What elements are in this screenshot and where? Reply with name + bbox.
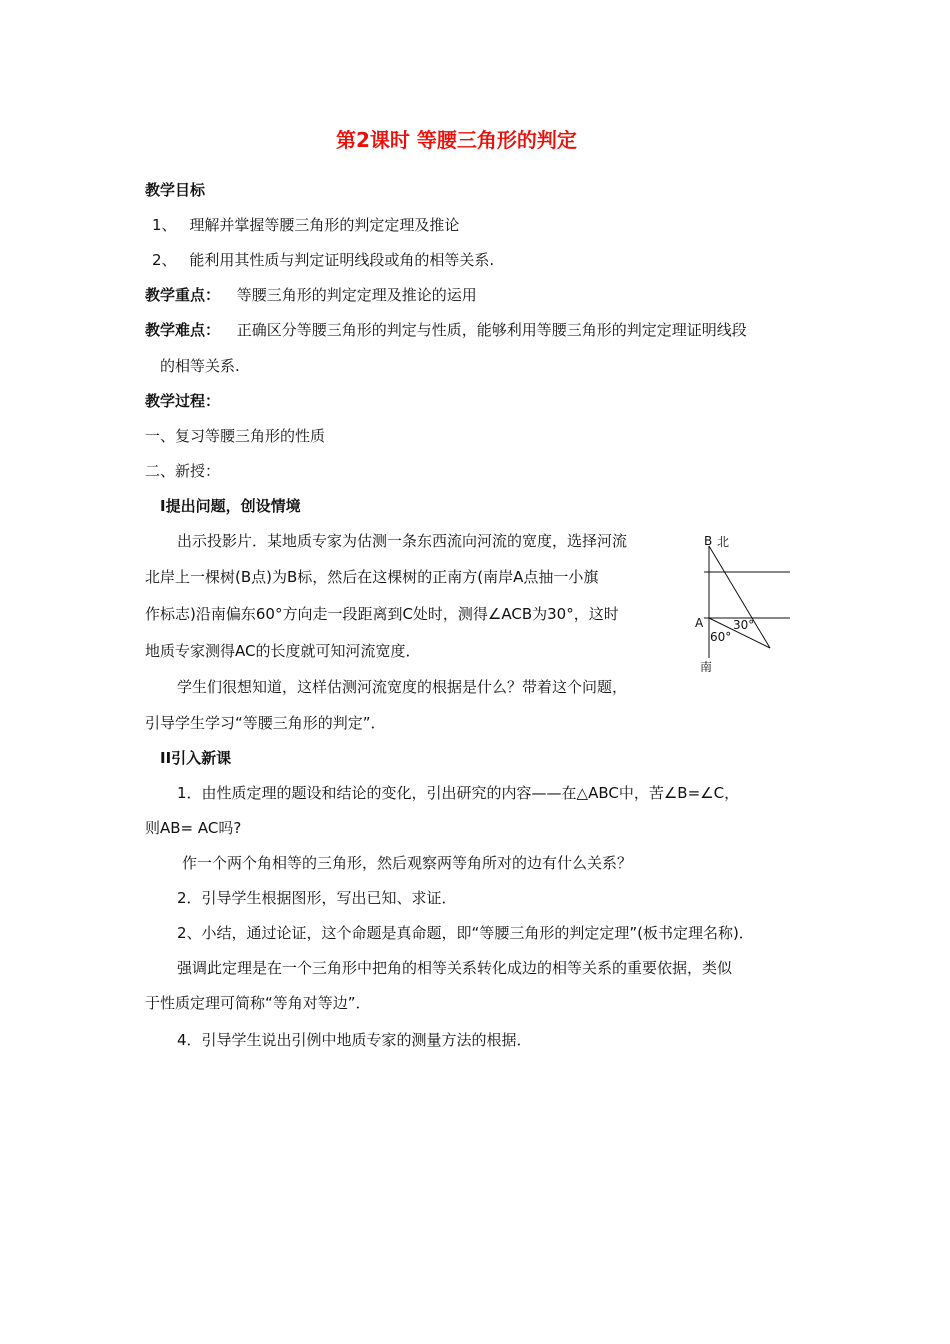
process-step-new: 二、新授：: [145, 462, 221, 480]
difficulty-line: [145, 320, 747, 340]
river-width-diagram: [690, 530, 800, 680]
paragraph-line: 学生们很想知道，这样估测河流宽度的根据是什么？带着这个问题，: [177, 678, 628, 696]
south-label: 南: [700, 660, 713, 674]
key-point-line: [145, 285, 477, 305]
angle-60-label: 60°: [710, 630, 732, 644]
paragraph-line: 强调此定理是在一个三角形中把角的相等关系转化成边的相等关系的重要依据，类似: [177, 959, 733, 977]
paragraph-line: 1．由性质定理的题设和结论的变化，引出研究的内容——在△ABC中，苦∠B=∠C，: [177, 784, 740, 802]
point-b-label: B: [704, 534, 713, 548]
paragraph-line: 则AB= AC吗?: [145, 819, 242, 837]
objectives-heading: 教学目标: [145, 181, 206, 199]
paragraph-line: 2．引导学生根据图形，写出已知、求证．: [177, 889, 457, 907]
paragraph-line: 引导学生学习“等腰三角形的判定”．: [145, 714, 386, 732]
objective-item: [152, 215, 459, 235]
paragraph-line: 北岸上一棵树(B点)为B标，然后在这棵树的正南方(南岸A点抽一小旗: [145, 568, 599, 586]
objective-text: 能利用其性质与判定证明线段或角的相等关系.: [189, 251, 495, 269]
process-heading: 教学过程：: [145, 392, 221, 410]
difficulty-label: 教学难点：: [145, 321, 221, 339]
key-point-text: 等腰三角形的判定定理及推论的运用: [236, 286, 477, 304]
objective-item: [152, 250, 494, 270]
objective-number: 1、: [152, 216, 177, 234]
difficulty-text: 正确区分等腰三角形的判定与性质，能够利用等腰三角形的判定定理证明线段: [236, 321, 747, 339]
paragraph-line: 出示投影片．某地质专家为估测一条东西流向河流的宽度，选择河流: [177, 532, 628, 550]
point-a-label: A: [695, 616, 704, 630]
process-step-review: 一、复习等腰三角形的性质: [145, 427, 326, 445]
paragraph-line: 作一个两个角相等的三角形，然后观察两等角所对的边有什么关系？: [182, 854, 633, 872]
section-heading-situation: I提出问题，创设情境: [160, 497, 301, 515]
section-heading-new-lesson: II引入新课: [160, 749, 232, 767]
paragraph-line: 作标志)沿南偏东60°方向走一段距离到C处时，测得∠ACB为30°，这时: [145, 605, 619, 623]
paragraph-line: 2、小结，通过论证，这个命题是真命题，即“等腰三角形的判定定理”(板书定理名称)．: [177, 924, 754, 942]
paragraph-line: 于性质定理可简称“等角对等边”．: [145, 994, 371, 1012]
page-title: 第2课时 等腰三角形的判定: [336, 128, 577, 152]
objective-number: 2、: [152, 251, 177, 269]
north-label: 北: [717, 535, 730, 549]
angle-30-label: 30°: [733, 618, 755, 632]
key-point-label: 教学重点：: [145, 286, 221, 304]
paragraph-line: 4．引导学生说出引例中地质专家的测量方法的根据．: [177, 1031, 532, 1049]
difficulty-continuation: 的相等关系.: [160, 357, 240, 375]
objective-text: 理解并掌握等腰三角形的判定定理及推论: [189, 216, 460, 234]
paragraph-line: 地质专家测得AC的长度就可知河流宽度．: [145, 642, 421, 660]
